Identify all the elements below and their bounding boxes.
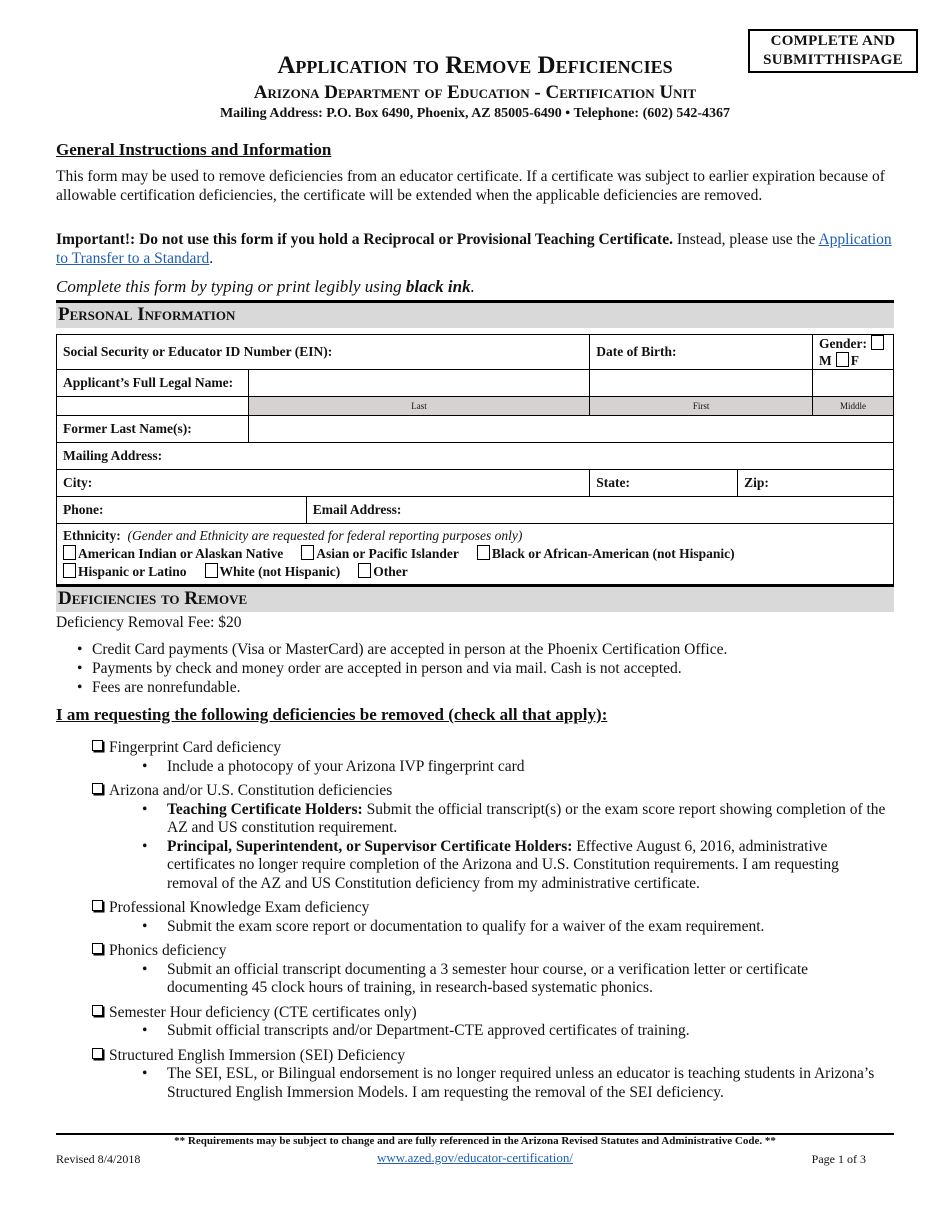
important-bold-text: Important!: Do not use this form if you hold a Reciprocal or Provisional Teaching Certificate.: [56, 231, 673, 248]
def-constitution-label: Arizona and/or U.S. Constitution deficiencies: [109, 782, 393, 799]
footer-url-link[interactable]: www.azed.gov/educator-certification/: [377, 1150, 573, 1165]
def-semester-sub: • Submit official transcripts and/or Department-CTE approved certificates of training.: [92, 1022, 892, 1041]
former-name-label-cell: [57, 416, 249, 443]
def-constitution-head: [92, 782, 892, 801]
eth-american-indian-label: American Indian or Alaskan Native: [78, 546, 284, 561]
city-field[interactable]: [57, 470, 590, 497]
eth-other-label: Other: [373, 564, 408, 579]
def-phonics-label: Phonics deficiency: [109, 942, 227, 959]
eth-asian-checkbox[interactable]: [301, 545, 314, 560]
fee-bullet-1: • Credit Card payments (Visa or MasterCard) are accepted in person at the Phoenix Certification Office.: [92, 640, 727, 659]
def-fingerprint-label: Fingerprint Card deficiency: [109, 739, 282, 756]
full-name-label: Applicant’s Full Legal Name:: [63, 375, 234, 390]
page-number: Page 1 of 3: [811, 1152, 866, 1166]
zip-field[interactable]: [738, 470, 894, 497]
ethnicity-label: Ethnicity:: [63, 528, 121, 543]
email-label: Email Address:: [312, 502, 402, 517]
eth-hispanic-checkbox[interactable]: [63, 563, 76, 578]
def-constitution-sub-2: [92, 838, 892, 894]
ssn-field[interactable]: [57, 335, 590, 370]
def-phonics-checkbox[interactable]: [92, 943, 103, 954]
const-sub1-bold: Teaching Certificate Holders:: [167, 800, 363, 818]
def-fingerprint: [92, 739, 892, 776]
middle-sublabel: Middle: [813, 397, 894, 416]
last-name-field[interactable]: [248, 370, 589, 397]
badge-line-2: SUBMITTHISPAGE: [763, 52, 903, 68]
first-sublabel: First: [590, 397, 813, 416]
eth-black-label: Black or African-American (not Hispanic): [491, 546, 735, 561]
important-notice: [56, 230, 898, 268]
important-rest-text: Instead, please use the: [672, 231, 819, 248]
def-phonics-sub: • Submit an official transcript documenting a 3 semester hour course, or a verification letter or certificate documenting 45 clock hours of training, in research-based systematic phonics.: [92, 961, 892, 998]
state-label: State:: [596, 475, 631, 490]
department-subtitle: Arizona Department of Education - Certification Unit: [253, 82, 697, 103]
ethnicity-field: [57, 524, 894, 586]
footer-note: ** Requirements may be subject to change and are fully referenced in the Arizona Revised Statutes and Administrative Code. **: [174, 1135, 776, 1147]
def-semester-checkbox[interactable]: [92, 1005, 103, 1016]
def-fingerprint-head: [92, 739, 892, 758]
def-fingerprint-checkbox[interactable]: [92, 740, 103, 751]
ink-suffix: .: [470, 277, 475, 296]
ethnicity-note: (Gender and Ethnicity are requested for federal reporting purposes only): [127, 528, 523, 543]
middle-name-field[interactable]: [813, 370, 894, 397]
badge-line-1: COMPLETE AND: [770, 33, 896, 49]
gender-f-checkbox[interactable]: [836, 352, 849, 367]
ethnicity-row-2: [63, 563, 887, 581]
def-phonics-head: [92, 942, 892, 961]
eth-american-indian-checkbox[interactable]: [63, 545, 76, 560]
def-constitution-checkbox[interactable]: [92, 783, 103, 794]
ink-instruction: [56, 277, 475, 297]
deficiency-list: [92, 739, 892, 1108]
eth-white-checkbox[interactable]: [205, 563, 218, 578]
last-sublabel: Last: [248, 397, 589, 416]
gender-field: [813, 335, 894, 370]
dob-field[interactable]: [590, 335, 813, 370]
ethnicity-row-1: [63, 545, 887, 563]
gender-label: Gender:: [819, 336, 867, 351]
def-constitution-sub-1: [92, 801, 892, 838]
def-semester-label: Semester Hour deficiency (CTE certificates only): [109, 1003, 417, 1021]
def-pke-checkbox[interactable]: [92, 900, 103, 911]
eth-hispanic-label: Hispanic or Latino: [78, 564, 187, 579]
dob-label: Date of Birth:: [596, 344, 677, 359]
personal-information-table: [56, 334, 894, 586]
zip-label: Zip:: [744, 475, 769, 490]
gender-m-checkbox[interactable]: [871, 335, 884, 350]
transfer-application-link[interactable]: Application to Transfer to a Standard: [56, 231, 892, 267]
def-semester: [92, 1004, 892, 1041]
def-pke-head: [92, 899, 892, 918]
form-title: Application to Remove Deficiencies: [277, 52, 673, 79]
def-sei: [92, 1047, 892, 1103]
const-sub1-text: Submit the official transcript(s) or the exam score report showing completion of the AZ and US constitution requirement.: [167, 800, 886, 836]
ink-bold: black ink: [405, 277, 471, 296]
def-constitution: [92, 782, 892, 893]
const-sub2-bold: Principal, Superintendent, or Supervisor Certificate Holders:: [167, 837, 573, 855]
def-sei-checkbox[interactable]: [92, 1048, 103, 1059]
fee-bullet-3: • Fees are nonrefundable.: [92, 678, 727, 697]
def-sei-label: Structured English Immersion (SEI) Deficiency: [109, 1046, 406, 1064]
def-pke: [92, 899, 892, 936]
eth-asian-label: Asian or Pacific Islander: [316, 546, 459, 561]
former-name-label: Former Last Name(s):: [63, 421, 192, 436]
gender-f-label: F: [850, 353, 859, 368]
request-heading: I am requesting the following deficiencies be removed (check all that apply):: [56, 705, 608, 724]
const-sub2-text: Effective August 6, 2016, administrative certificates no longer require completion of the Arizona and U.S. Constitution requirements. I am requesting removal of the AZ and US Constitution deficiency from my administrative certificate.: [167, 837, 839, 892]
def-semester-head: [92, 1004, 892, 1023]
def-pke-label: Professional Knowledge Exam deficiency: [109, 899, 370, 916]
ink-prefix: Complete this form by typing or print legibly using: [56, 277, 406, 296]
general-instructions-heading: General Instructions and Information: [56, 140, 332, 159]
fee-bullets: [92, 640, 727, 697]
state-field[interactable]: [590, 470, 738, 497]
mailing-address-field[interactable]: [57, 443, 894, 470]
former-name-field[interactable]: [248, 416, 893, 443]
full-name-label-cell: [57, 370, 249, 397]
def-pke-sub: • Submit the exam score report or documentation to qualify for a waiver of the exam requirement.: [92, 918, 892, 937]
first-name-field[interactable]: [590, 370, 813, 397]
phone-label: Phone:: [63, 502, 104, 517]
def-sei-sub: • The SEI, ESL, or Bilingual endorsement is no longer required unless an educator is teaching students in Arizona’s Structured English Immersion Models. I am requesting the removal of the SEI deficiency.: [92, 1065, 892, 1102]
fee-bullet-2: • Payments by check and money order are accepted in person and via mail. Cash is not accepted.: [92, 659, 727, 678]
removal-fee: Deficiency Removal Fee: $20: [56, 614, 242, 631]
eth-black-checkbox[interactable]: [477, 545, 490, 560]
eth-other-checkbox[interactable]: [358, 563, 371, 578]
mailing-address-line: Mailing Address: P.O. Box 6490, Phoenix, AZ 85005-6490 • Telephone: (602) 542-4367: [219, 106, 731, 121]
ethnicity-header-row: [63, 527, 887, 545]
ssn-label: Social Security or Educator ID Number (EIN):: [63, 344, 333, 359]
phone-field[interactable]: [57, 497, 307, 524]
revised-date: Revised 8/4/2018: [56, 1152, 141, 1166]
important-period: .: [209, 250, 214, 267]
def-sei-head: [92, 1047, 892, 1066]
name-sub-blank: [57, 397, 249, 416]
gender-m-label: M: [819, 353, 832, 368]
deficiencies-header: Deficiencies to Remove: [56, 584, 894, 612]
def-fingerprint-sub: • Include a photocopy of your Arizona IVP fingerprint card: [92, 758, 892, 777]
city-label: City:: [63, 475, 93, 490]
eth-white-label: White (not Hispanic): [219, 564, 341, 579]
general-instructions-paragraph: This form may be used to remove deficiencies from an educator certificate. If a certificate was subject to earlier expiration because of allowable certification deficiencies, the certificate will be extended when the applicable deficiencies are removed.: [56, 168, 885, 204]
email-field[interactable]: [306, 497, 893, 524]
personal-information-header: Personal Information: [56, 300, 894, 328]
mailing-address-label: Mailing Address:: [63, 448, 163, 463]
def-phonics: [92, 942, 892, 998]
